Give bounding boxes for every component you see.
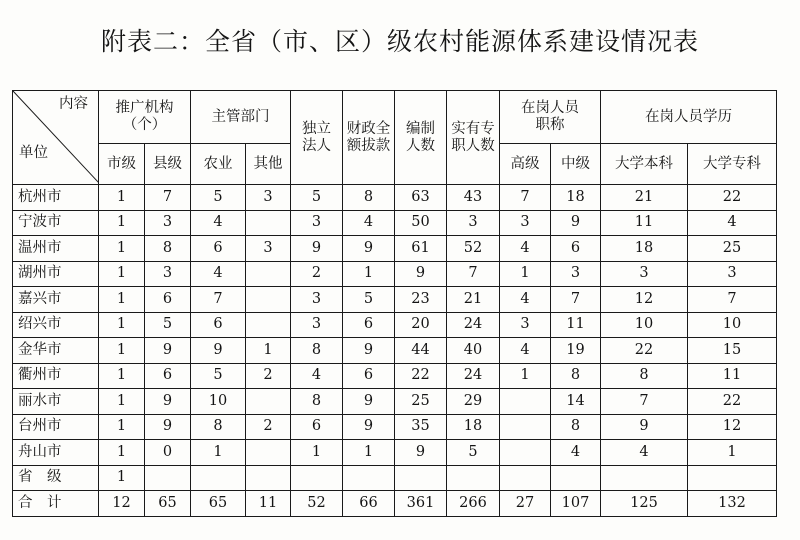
table-cell: 14 (551, 389, 601, 415)
header-staffing: 编制 人数 (395, 91, 447, 185)
subheader-city-level: 市级 (99, 144, 145, 185)
table-cell: 8 (291, 389, 343, 415)
table-cell: 7 (688, 287, 777, 313)
table-cell (500, 414, 551, 440)
table-cell: 22 (688, 185, 777, 211)
table-cell: 21 (601, 185, 688, 211)
table-cell: 5 (145, 312, 191, 338)
table-cell: 18 (601, 236, 688, 262)
table-cell: 6 (191, 312, 246, 338)
table-cell: 4 (500, 287, 551, 313)
header-actual: 实有专 职人数 (447, 91, 500, 185)
group-header-education: 在岗人员学历 (601, 91, 777, 144)
table-cell: 3 (551, 261, 601, 287)
table-cell: 4 (500, 338, 551, 364)
table-cell: 65 (191, 491, 246, 517)
table-cell: 22 (395, 363, 447, 389)
table-row (13, 261, 777, 287)
table-cell (246, 389, 291, 415)
table-cell: 1 (99, 210, 145, 236)
table-row (13, 465, 777, 491)
table-cell: 25 (688, 236, 777, 262)
table-cell: 65 (145, 491, 191, 517)
table-cell: 1 (99, 287, 145, 313)
table-cell: 1 (99, 261, 145, 287)
table-cell: 6 (551, 236, 601, 262)
table-cell: 25 (395, 389, 447, 415)
table-cell: 9 (551, 210, 601, 236)
table-cell: 22 (601, 338, 688, 364)
subheader-college: 大学专科 (688, 144, 777, 185)
table-cell: 1 (500, 363, 551, 389)
table-cell: 21 (447, 287, 500, 313)
row-unit-label: 宁波市 (13, 210, 99, 236)
row-unit-label: 丽水市 (13, 389, 99, 415)
table-cell: 9 (145, 389, 191, 415)
table-cell: 1 (688, 440, 777, 466)
table-cell (551, 465, 601, 491)
table-cell: 1 (246, 338, 291, 364)
table-cell: 7 (601, 389, 688, 415)
table-cell: 1 (99, 440, 145, 466)
table-cell: 132 (688, 491, 777, 517)
table-cell: 6 (145, 287, 191, 313)
table-cell: 8 (551, 363, 601, 389)
group-header-title: 在岗人员 职称 (500, 91, 601, 144)
table-cell: 1 (99, 414, 145, 440)
table-cell: 9 (145, 414, 191, 440)
table-cell: 3 (447, 210, 500, 236)
table-cell: 1 (99, 389, 145, 415)
table-cell: 125 (601, 491, 688, 517)
table-cell: 9 (191, 338, 246, 364)
table-cell (688, 465, 777, 491)
table-cell (447, 465, 500, 491)
table-cell: 4 (191, 210, 246, 236)
table-cell: 3 (601, 261, 688, 287)
table-cell: 7 (145, 185, 191, 211)
table-cell: 3 (500, 210, 551, 236)
table-cell: 9 (343, 236, 395, 262)
table-cell: 9 (291, 236, 343, 262)
subheader-agriculture: 农业 (191, 144, 246, 185)
table-cell: 6 (343, 312, 395, 338)
table-cell: 35 (395, 414, 447, 440)
row-unit-label: 湖州市 (13, 261, 99, 287)
table-cell (601, 465, 688, 491)
table-cell: 23 (395, 287, 447, 313)
table-cell: 1 (191, 440, 246, 466)
table-cell: 3 (688, 261, 777, 287)
table-cell: 8 (343, 185, 395, 211)
table-cell: 61 (395, 236, 447, 262)
table-cell: 18 (447, 414, 500, 440)
table-cell: 1 (99, 465, 145, 491)
table-cell (500, 440, 551, 466)
table-cell: 1 (500, 261, 551, 287)
table-row (13, 236, 777, 262)
row-unit-label: 舟山市 (13, 440, 99, 466)
table-cell: 11 (601, 210, 688, 236)
table-cell: 7 (551, 287, 601, 313)
subheader-county-level: 县级 (145, 144, 191, 185)
table-cell: 12 (601, 287, 688, 313)
row-unit-label: 衢州市 (13, 363, 99, 389)
table-row (13, 338, 777, 364)
table-cell: 9 (395, 261, 447, 287)
table-cell: 24 (447, 363, 500, 389)
table-cell: 4 (551, 440, 601, 466)
table-cell: 4 (601, 440, 688, 466)
table-cell (246, 312, 291, 338)
table-cell: 22 (688, 389, 777, 415)
subheader-other: 其他 (246, 144, 291, 185)
table-cell: 7 (447, 261, 500, 287)
table-cell: 20 (395, 312, 447, 338)
table-cell (246, 261, 291, 287)
table-row (13, 287, 777, 313)
table-cell: 10 (688, 312, 777, 338)
table-cell: 24 (447, 312, 500, 338)
row-unit-label: 金华市 (13, 338, 99, 364)
table-cell: 1 (99, 363, 145, 389)
table-cell: 2 (246, 363, 291, 389)
table-cell: 1 (99, 236, 145, 262)
table-cell: 7 (191, 287, 246, 313)
table-cell: 10 (601, 312, 688, 338)
table-row (13, 389, 777, 415)
table-cell (246, 287, 291, 313)
table-cell (395, 465, 447, 491)
table-cell: 361 (395, 491, 447, 517)
table-cell: 2 (291, 261, 343, 287)
subheader-senior: 高级 (500, 144, 551, 185)
table-cell: 12 (99, 491, 145, 517)
table-cell: 6 (191, 236, 246, 262)
table-cell: 5 (343, 287, 395, 313)
table-cell: 8 (145, 236, 191, 262)
table-cell: 4 (191, 261, 246, 287)
table-cell (246, 210, 291, 236)
table-cell: 10 (191, 389, 246, 415)
table-cell: 43 (447, 185, 500, 211)
table-cell: 1 (99, 338, 145, 364)
header-finance: 财政全 额拔款 (343, 91, 395, 185)
corner-content-label: 内容 (59, 96, 88, 112)
table-cell (500, 389, 551, 415)
table-cell: 11 (688, 363, 777, 389)
data-table (12, 90, 777, 517)
table-cell: 3 (145, 261, 191, 287)
table-cell: 107 (551, 491, 601, 517)
table-cell: 18 (551, 185, 601, 211)
table-cell: 0 (145, 440, 191, 466)
table-cell: 19 (551, 338, 601, 364)
table-row (13, 440, 777, 466)
table-cell: 6 (343, 363, 395, 389)
table-cell: 266 (447, 491, 500, 517)
header-row-1 (13, 91, 777, 144)
page-title: 附表二：全省（市、区）级农村能源体系建设情况表 (100, 27, 699, 56)
subheader-intermediate: 中级 (551, 144, 601, 185)
table-cell: 4 (500, 236, 551, 262)
table-cell: 3 (145, 210, 191, 236)
table-cell (246, 440, 291, 466)
table-cell: 8 (551, 414, 601, 440)
table-cell: 44 (395, 338, 447, 364)
corner-header-cell (13, 91, 99, 185)
table-cell: 4 (688, 210, 777, 236)
table-cell (145, 465, 191, 491)
table-cell: 7 (500, 185, 551, 211)
table-cell: 9 (343, 338, 395, 364)
table-cell: 1 (343, 261, 395, 287)
table-cell: 5 (291, 185, 343, 211)
table-cell: 8 (191, 414, 246, 440)
table-cell: 27 (500, 491, 551, 517)
table-row (13, 185, 777, 211)
table-cell: 1 (99, 312, 145, 338)
table-row (13, 414, 777, 440)
table-cell: 5 (191, 363, 246, 389)
table-cell: 3 (246, 236, 291, 262)
table-row (13, 363, 777, 389)
table-cell: 1 (343, 440, 395, 466)
table-cell (246, 465, 291, 491)
row-unit-label: 温州市 (13, 236, 99, 262)
table-cell: 3 (291, 210, 343, 236)
table-cell: 52 (291, 491, 343, 517)
corner-unit-label: 单位 (19, 145, 48, 162)
table-cell: 3 (291, 312, 343, 338)
header-independent: 独立 法人 (291, 91, 343, 185)
row-unit-label: 台州市 (13, 414, 99, 440)
table-cell (500, 465, 551, 491)
table-cell: 50 (395, 210, 447, 236)
table-cell (191, 465, 246, 491)
table-cell: 52 (447, 236, 500, 262)
row-unit-label: 绍兴市 (13, 312, 99, 338)
table-cell: 9 (343, 389, 395, 415)
table-cell (343, 465, 395, 491)
row-unit-label: 杭州市 (13, 185, 99, 211)
table-cell: 5 (447, 440, 500, 466)
table-cell: 9 (601, 414, 688, 440)
table-cell: 6 (145, 363, 191, 389)
row-unit-label: 省 级 (13, 465, 99, 491)
table-cell: 8 (601, 363, 688, 389)
table-cell: 1 (291, 440, 343, 466)
group-header-supervisor: 主管部门 (191, 91, 291, 144)
table-cell: 6 (291, 414, 343, 440)
table-cell (291, 465, 343, 491)
row-unit-label: 合 计 (13, 491, 99, 517)
table-cell: 40 (447, 338, 500, 364)
table-cell: 4 (291, 363, 343, 389)
group-header-promo: 推广机构 （个） (99, 91, 191, 144)
table-cell: 8 (291, 338, 343, 364)
table-cell: 3 (246, 185, 291, 211)
table-cell: 63 (395, 185, 447, 211)
table-cell: 5 (191, 185, 246, 211)
table-cell: 66 (343, 491, 395, 517)
table-cell: 1 (99, 185, 145, 211)
table-row (13, 210, 777, 236)
table-cell: 2 (246, 414, 291, 440)
table-cell: 9 (395, 440, 447, 466)
row-unit-label: 嘉兴市 (13, 287, 99, 313)
table-cell: 4 (343, 210, 395, 236)
table-cell: 15 (688, 338, 777, 364)
table-cell: 3 (291, 287, 343, 313)
table-cell: 29 (447, 389, 500, 415)
table-cell: 9 (145, 338, 191, 364)
table-cell: 12 (688, 414, 777, 440)
table-cell: 11 (551, 312, 601, 338)
table-cell: 9 (343, 414, 395, 440)
table-row (13, 312, 777, 338)
table-cell: 11 (246, 491, 291, 517)
subheader-bachelor: 大学本科 (601, 144, 688, 185)
table-row (13, 491, 777, 517)
table-cell: 3 (500, 312, 551, 338)
